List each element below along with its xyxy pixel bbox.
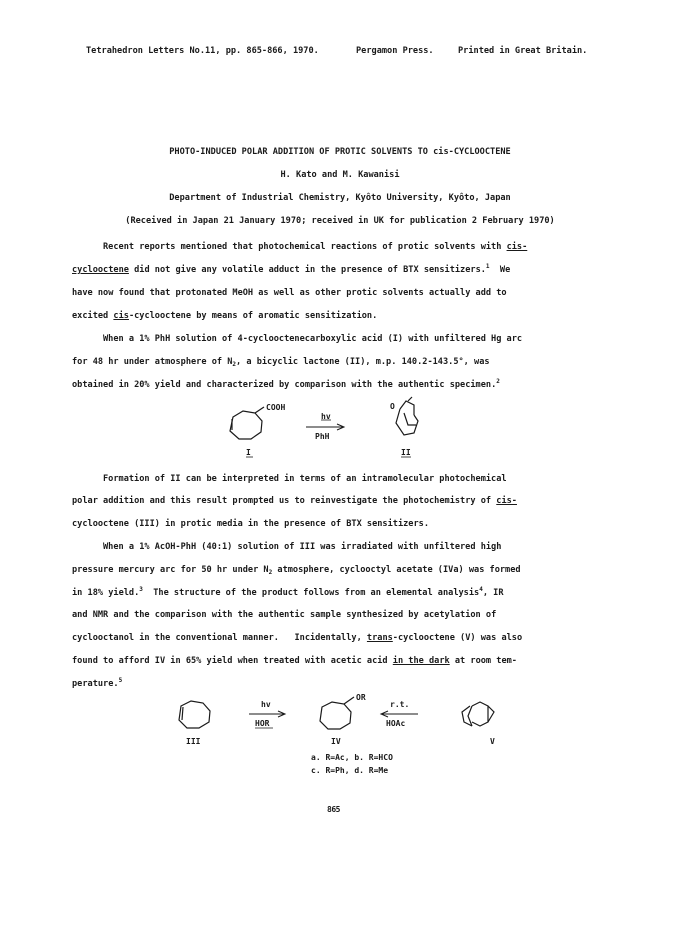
para4-line2: pressure mercury arc for 50 hr under $N_2$ atmosphere, cyclooctyl acetate (IVa) was formed <box>72 565 521 576</box>
arrow1-hv: hv <box>321 412 331 421</box>
para3-line2: polar addition and this result prompted us to reinvestigate the photochemistry of cis- <box>72 496 517 506</box>
trans-cyclooctene-structure <box>462 702 494 726</box>
or-substituent: OR <box>356 693 366 702</box>
arrow2-hor: HOR <box>255 719 270 728</box>
affiliation: Department of Industrial Chemistry, Kyôto University, Kyôto, Japan <box>169 193 511 203</box>
para1-line1: Recent reports mentioned that photochemical reactions of protic solvents with cis- <box>103 242 528 252</box>
para1-line2: cyclooctene did not give any volatile adduct in the presence of BTX sensitizers.$^1$ We <box>72 263 511 275</box>
cyclooctyl-ether-structure <box>320 697 354 729</box>
cyclooctene-structure <box>179 701 210 728</box>
para2-line1: When a 1% PhH solution of 4-cyclooctenecarboxylic acid (I) with unfiltered Hg arc <box>103 334 523 344</box>
scheme-1 <box>0 395 680 460</box>
arrow3-rt: r.t. <box>390 700 410 709</box>
para4-line4: and NMR and the comparison with the authentic sample synthesized by acetylation of <box>72 610 497 620</box>
received-dates: (Received in Japan 21 January 1970; received in UK for publication 2 February 1970) <box>125 216 555 226</box>
para4-line3: in 18% yield.$^3$ The structure of the product follows from an elemental analysis$^4$, IR <box>72 586 504 598</box>
para4-line5: cyclooctanol in the conventional manner. Incidentally, trans-cyclooctene (V) was also <box>72 633 523 643</box>
para2-line3: obtained in 20% yield and characterized by comparison with the authentic specimen.$^2$ <box>72 378 500 390</box>
cooh-label: COOH <box>266 403 286 412</box>
para3-line3: cyclooctene (III) in protic media in the presence of BTX sensitizers. <box>72 519 429 529</box>
cyclooctene-carboxylic-acid-structure <box>230 407 264 439</box>
substituent-key-2: c. R=Ph, d. R=Me <box>311 766 389 775</box>
arrow2-hv: hv <box>261 700 271 709</box>
compound-label-I: I <box>246 448 251 457</box>
authors: H. Kato and M. Kawanisi <box>280 170 400 180</box>
para3-line1: Formation of II can be interpreted in terms of an intramolecular photochemical <box>103 474 507 484</box>
para1-line4: excited cis-cyclooctene by means of aromatic sensitization. <box>72 311 378 321</box>
printed-in: Printed in Great Britain. <box>458 46 588 56</box>
arrow3-hoac: HOAc <box>386 719 406 728</box>
lactone-oxygen: O <box>390 402 395 411</box>
page-number: 865 <box>327 805 340 814</box>
journal-citation: Tetrahedron Letters No.11, pp. 865-866, 1970. <box>86 46 319 56</box>
para2-line2: for 48 hr under atmosphere of $N_2$, a bicyclic lactone (II), m.p. 140.2-143.5°, was <box>72 357 490 368</box>
substituent-key-1: a. R=Ac, b. R=HCO <box>311 753 393 762</box>
article-title: PHOTO-INDUCED POLAR ADDITION OF PROTIC SOLVENTS TO cis-CYCLOOCTENE <box>169 147 511 157</box>
para4-line1: When a 1% AcOH-PhH (40:1) solution of III was irradiated with unfiltered high <box>103 542 502 552</box>
publisher: Pergamon Press. <box>356 46 434 56</box>
bicyclic-lactone-structure <box>396 397 418 435</box>
scheme-2 <box>0 692 680 792</box>
compound-label-II: II <box>401 448 411 457</box>
compound-label-V: V <box>490 737 495 746</box>
arrow1-phh: PhH <box>315 432 330 441</box>
para1-line3: have now found that protonated MeOH as well as other protic solvents actually add to <box>72 288 507 298</box>
compound-label-IV: IV <box>331 737 341 746</box>
para4-line7: perature.$^5$ <box>72 677 123 689</box>
para4-line6: found to afford IV in 65% yield when treated with acetic acid in the dark at room tem- <box>72 656 517 666</box>
compound-label-III: III <box>186 737 201 746</box>
